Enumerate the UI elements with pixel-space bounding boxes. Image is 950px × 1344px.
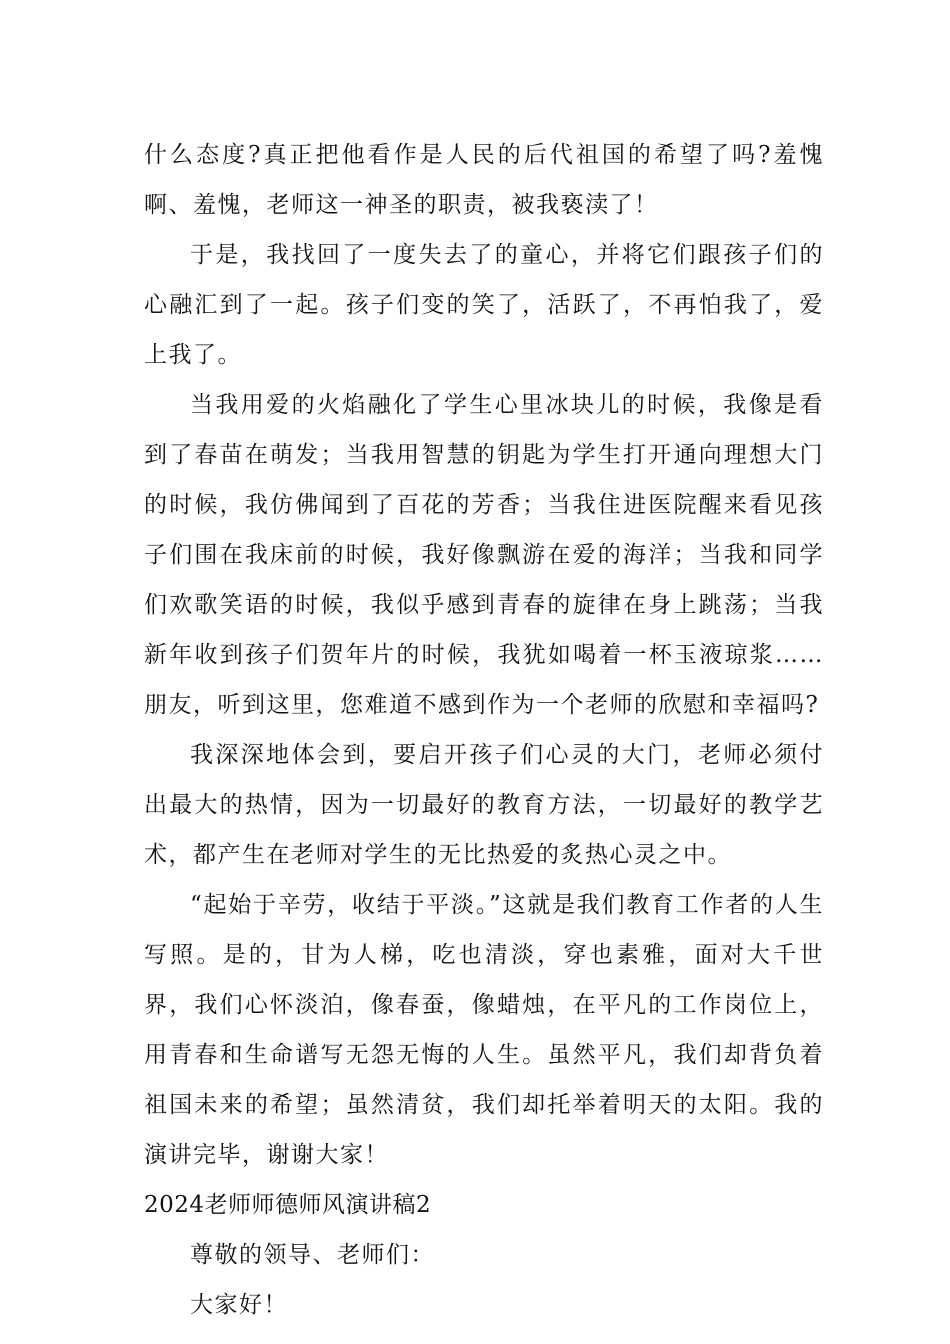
- paragraph-continuation: 什么态度?真正把他看作是人民的后代祖国的希望了吗?羞愧啊、羞愧，老师这一神圣的职责，被我亵渎了！: [144, 142, 824, 218]
- greeting: 大家好！: [190, 1292, 288, 1318]
- paragraph-closing: “起始于辛劳，收结于平淡。”这就是我们教育工作者的人生写照。是的，甘为人梯，吃也清淡，穿也素雅，面对大千世界，我们心怀淡泊，像春蚕，像蜡烛，在平凡的工作岗位上，用青春和生命谱写无怨无悔的人生。虽然平凡，我们却背负着祖国未来的希望；虽然清贫，我们却托举着明天的太阳。我的演讲完毕，谢谢大家！: [144, 892, 824, 1168]
- paragraph-love-flame: 当我用爱的火焰融化了学生心里冰块儿的时候，我像是看到了春苗在萌发；当我用智慧的钥匙为学生打开通向理想大门的时候，我仿佛闻到了百花的芳香；当我住进医院醒来看见孩子们围在我床前的时候，我好像飘游在爱的海洋；当我和同学们欢歌笑语的时候，我似乎感到青春的旋律在身上跳荡；当我新年收到孩子们贺年片的时候，我犹如喝着一杯玉液琼浆……朋友，听到这里，您难道不感到作为一个老师的欣慰和幸福吗?: [144, 392, 824, 718]
- speech-heading: 2024老师师德师风演讲稿2: [144, 1192, 432, 1218]
- salutation: 尊敬的领导、老师们：: [190, 1242, 435, 1268]
- paragraph-deep-understanding: 我深深地体会到，要启开孩子们心灵的大门，老师必须付出最大的热情，因为一切最好的教育方法，一切最好的教学艺术，都产生在老师对学生的无比热爱的炙热心灵之中。: [144, 742, 824, 868]
- document-body: [144, 130, 824, 1330]
- paragraph-childlike-heart: 于是，我找回了一度失去了的童心，并将它们跟孩子们的心融汇到了一起。孩子们变的笑了，活跃了，不再怕我了，爱上我了。: [144, 242, 824, 368]
